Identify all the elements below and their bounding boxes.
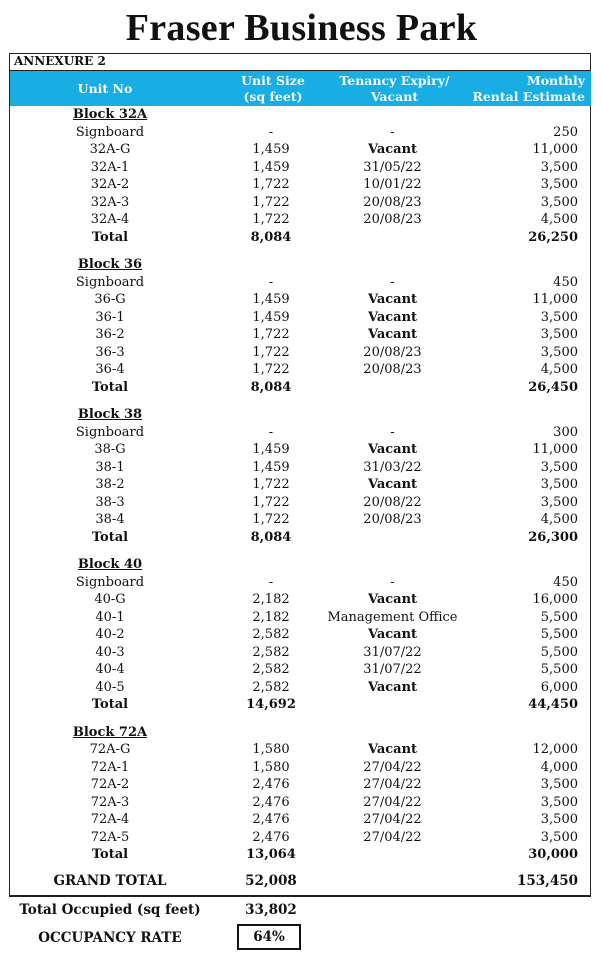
unit-size: 1,459	[252, 292, 290, 307]
rental-estimate: 5,500	[540, 609, 578, 625]
header-unit-size-line2: (sq feet)	[243, 89, 303, 104]
block-title-row	[10, 256, 591, 274]
tenancy-expiry: 31/07/22	[363, 644, 422, 660]
tenancy-expiry: 20/08/23	[363, 212, 422, 227]
total-rent: 26,250	[528, 229, 578, 245]
rental-estimate: 6,000	[540, 679, 578, 695]
rental-estimate: 5,500	[540, 662, 578, 677]
block-spacer	[10, 714, 591, 724]
unit-no: 32A-1	[90, 159, 130, 175]
rental-estimate: 3,500	[540, 794, 578, 810]
header-expiry-line1: Tenancy Expiry/	[339, 73, 450, 88]
tenancy-expiry: Vacant	[367, 679, 418, 695]
tenancy-expiry: Vacant	[367, 627, 418, 642]
unit-size: 1,459	[252, 142, 290, 157]
grand-total-row	[10, 871, 591, 891]
table-row	[10, 759, 591, 777]
table-row	[10, 476, 591, 494]
unit-size: 2,582	[252, 644, 290, 660]
total-size: 8,084	[250, 529, 292, 545]
unit-size: 1,459	[252, 309, 290, 325]
rental-estimate: 3,500	[540, 309, 578, 325]
table-row	[10, 291, 591, 309]
unit-no: 40-3	[95, 644, 125, 660]
rental-estimate: 3,500	[540, 777, 578, 792]
block-spacer	[10, 246, 591, 256]
table-row	[10, 141, 591, 159]
grand-total-size: 52,008	[245, 873, 297, 889]
unit-no: 38-3	[95, 494, 125, 510]
rental-estimate: 450	[553, 274, 578, 290]
total-size: 14,692	[246, 697, 296, 712]
unit-no: 38-4	[95, 512, 125, 527]
rental-estimate: 3,500	[540, 159, 578, 175]
unit-no: 36-2	[95, 327, 125, 342]
block-total-row	[10, 846, 591, 864]
unit-size: 2,582	[252, 679, 290, 695]
tenancy-expiry: 31/03/22	[363, 459, 422, 475]
rental-estimate: 3,500	[540, 344, 578, 360]
unit-no: 72A-2	[90, 777, 130, 792]
block-title: Block 72A	[72, 724, 148, 740]
annexure-label: ANNEXURE 2	[14, 54, 106, 68]
block-total-row	[10, 229, 591, 247]
unit-no: 40-G	[94, 592, 126, 607]
tenancy-expiry: 27/04/22	[363, 759, 422, 775]
table-row	[10, 159, 591, 177]
unit-no: 38-2	[95, 477, 125, 492]
block-title: Block 36	[77, 257, 143, 272]
rental-estimate: 300	[553, 424, 578, 440]
header-unit-size-line1: Unit Size	[241, 73, 305, 88]
table-row	[10, 211, 591, 229]
table-row	[10, 794, 591, 812]
unit-size: 2,182	[252, 592, 290, 607]
occupancy-rate-value: 64%	[237, 924, 301, 950]
tenancy-expiry: 31/07/22	[363, 662, 422, 677]
unit-no: 38-G	[94, 442, 126, 457]
tenancy-expiry: 27/04/22	[363, 794, 422, 810]
rental-estimate: 4,500	[540, 362, 578, 377]
block-total-row	[10, 379, 591, 397]
unit-no: 40-4	[95, 662, 125, 677]
unit-size: 2,182	[252, 609, 290, 625]
header-tenancy-expiry	[322, 73, 467, 105]
block-spacer	[10, 546, 591, 556]
tenancy-expiry: 20/08/23	[363, 344, 422, 360]
unit-size: 2,476	[252, 777, 290, 792]
unit-size: 1,722	[252, 512, 290, 527]
occupied-value: 33,802	[245, 902, 297, 918]
table-body	[10, 106, 591, 864]
table-row	[10, 494, 591, 512]
divider	[10, 895, 591, 896]
table-row	[10, 609, 591, 627]
unit-no: 32A-G	[89, 142, 131, 157]
table-row	[10, 441, 591, 459]
total-label: Total	[91, 379, 129, 395]
tenancy-expiry: 27/04/22	[363, 812, 422, 827]
table-row	[10, 661, 591, 679]
tenancy-expiry: 31/05/22	[363, 159, 422, 175]
tenancy-expiry: 27/04/22	[363, 777, 422, 792]
unit-size: -	[268, 574, 274, 590]
unit-no: 72A-1	[90, 759, 130, 775]
table-row	[10, 626, 591, 644]
table-row	[10, 811, 591, 829]
tenancy-expiry: -	[390, 274, 395, 290]
unit-size: 1,722	[252, 344, 290, 360]
rental-estimate: 3,500	[540, 194, 578, 210]
block-title: Block 32A	[72, 107, 148, 122]
rental-estimate: 3,500	[540, 812, 578, 827]
table-row	[10, 124, 591, 142]
table-row	[10, 776, 591, 794]
block-title: Block 38	[77, 407, 143, 422]
unit-size: 1,459	[252, 459, 290, 475]
rental-estimate: 11,000	[532, 442, 578, 457]
rental-estimate: 450	[553, 574, 578, 590]
tenancy-expiry: 20/08/22	[363, 494, 422, 510]
unit-size: 2,582	[252, 662, 290, 677]
unit-no: Signboard	[75, 274, 145, 290]
unit-no: 40-1	[95, 609, 125, 625]
table-row	[10, 361, 591, 379]
unit-no: 72A-4	[90, 812, 130, 827]
rental-estimate: 11,000	[532, 142, 578, 157]
total-rent: 26,450	[528, 379, 578, 395]
unit-size: 1,722	[252, 477, 290, 492]
page-title: Fraser Business Park	[125, 7, 478, 49]
tenancy-expiry: 20/08/23	[363, 512, 422, 527]
tenancy-expiry: Vacant	[367, 292, 418, 307]
unit-no: 36-3	[95, 344, 125, 360]
block-title-row	[10, 406, 591, 424]
block-spacer	[10, 396, 591, 406]
unit-no: 72A-G	[89, 742, 131, 757]
unit-size: 2,476	[252, 829, 290, 845]
unit-no: 32A-3	[90, 194, 130, 210]
unit-no: 40-2	[95, 627, 125, 642]
table-row	[10, 644, 591, 662]
table-row	[10, 679, 591, 697]
block-title: Block 40	[77, 557, 143, 572]
header-unit-no: Unit No	[77, 81, 133, 96]
table-row	[10, 344, 591, 362]
tenancy-expiry: Vacant	[367, 327, 418, 342]
block-title-row	[10, 106, 591, 124]
table-row	[10, 424, 591, 442]
unit-no: 72A-5	[90, 829, 130, 845]
table-row	[10, 309, 591, 327]
rental-estimate: 3,500	[540, 459, 578, 475]
unit-no: Signboard	[75, 424, 145, 440]
unit-size: 1,459	[252, 159, 290, 175]
header-unit-size	[233, 73, 313, 105]
unit-size: 2,476	[252, 812, 290, 827]
tenancy-expiry: Vacant	[367, 442, 418, 457]
unit-size: 1,722	[252, 212, 290, 227]
unit-size: -	[268, 124, 274, 140]
tenancy-expiry: Vacant	[367, 592, 418, 607]
table-row	[10, 511, 591, 529]
unit-no: Signboard	[75, 574, 145, 590]
table-row	[10, 274, 591, 292]
block-total-row	[10, 529, 591, 547]
tenancy-expiry: Vacant	[367, 477, 418, 492]
tenancy-expiry: Management Office	[327, 609, 458, 625]
total-rent: 44,450	[528, 697, 578, 712]
table-row	[10, 829, 591, 847]
total-size: 8,084	[250, 229, 292, 245]
rental-estimate: 4,500	[540, 512, 578, 527]
tenancy-expiry: 27/04/22	[363, 829, 422, 845]
tenancy-expiry: -	[390, 124, 395, 140]
total-label: Total	[91, 697, 129, 712]
table-row	[10, 459, 591, 477]
unit-no: 72A-3	[90, 794, 130, 810]
rental-estimate: 16,000	[532, 592, 578, 607]
tenancy-expiry: 20/08/23	[363, 362, 422, 377]
rental-estimate: 3,500	[540, 477, 578, 492]
rental-estimate: 3,500	[540, 327, 578, 342]
block-total-row	[10, 696, 591, 714]
unit-size: 2,476	[252, 794, 290, 810]
tenancy-expiry: Vacant	[367, 142, 418, 157]
unit-no: 38-1	[95, 459, 125, 475]
occupancy-rate-label: OCCUPANCY RATE	[38, 930, 182, 946]
unit-no: 32A-2	[90, 177, 130, 192]
block-title-row	[10, 724, 591, 742]
unit-no: Signboard	[75, 124, 145, 140]
unit-no: 36-G	[94, 292, 126, 307]
total-rent: 30,000	[528, 847, 578, 862]
rental-estimate: 4,500	[540, 212, 578, 227]
rental-estimate: 5,500	[540, 644, 578, 660]
total-rent: 26,300	[528, 529, 578, 545]
rental-estimate: 3,500	[540, 829, 578, 845]
total-label: Total	[91, 229, 129, 245]
unit-no: 40-5	[95, 679, 125, 695]
occupied-row	[10, 900, 591, 920]
unit-size: 1,722	[252, 177, 290, 192]
unit-size: -	[268, 424, 274, 440]
tenancy-expiry: Vacant	[367, 309, 418, 325]
header-rent-line1: Monthly	[526, 73, 585, 88]
header-rent-line2: Rental Estimate	[472, 89, 585, 104]
rental-estimate: 4,000	[540, 759, 578, 775]
total-label: Total	[91, 847, 129, 862]
tenancy-expiry: 20/08/23	[363, 194, 422, 210]
block-title-row	[10, 556, 591, 574]
rental-estimate: 3,500	[540, 177, 578, 192]
table-header	[10, 71, 591, 106]
unit-no: 36-1	[95, 309, 125, 325]
rental-estimate: 3,500	[540, 494, 578, 510]
unit-size: 1,580	[252, 759, 290, 775]
rental-estimate: 5,500	[540, 627, 578, 642]
unit-size: 2,582	[252, 627, 290, 642]
unit-no: 32A-4	[90, 212, 130, 227]
rental-estimate: 250	[553, 124, 578, 140]
table-row	[10, 326, 591, 344]
table-row	[10, 741, 591, 759]
tenancy-expiry: 10/01/22	[363, 177, 422, 192]
header-rental-estimate	[472, 73, 585, 105]
tenancy-expiry: -	[390, 424, 395, 440]
rental-estimate: 12,000	[532, 742, 578, 757]
unit-size: 1,722	[252, 494, 290, 510]
unit-size: 1,722	[252, 327, 290, 342]
unit-size: 1,722	[252, 194, 290, 210]
occupied-label: Total Occupied (sq feet)	[19, 902, 201, 918]
table-row	[10, 194, 591, 212]
total-size: 8,084	[250, 379, 292, 395]
unit-size: 1,722	[252, 362, 290, 377]
unit-size: -	[268, 274, 274, 290]
unit-size: 1,580	[252, 742, 290, 757]
total-label: Total	[91, 529, 129, 545]
grand-total-rent: 153,450	[516, 873, 578, 889]
table-row	[10, 176, 591, 194]
unit-size: 1,459	[252, 442, 290, 457]
rental-estimate: 11,000	[532, 292, 578, 307]
total-size: 13,064	[246, 847, 296, 862]
tenancy-expiry: Vacant	[367, 742, 418, 757]
tenancy-expiry: -	[390, 574, 395, 590]
unit-no: 36-4	[95, 362, 125, 377]
grand-total-label: GRAND TOTAL	[53, 873, 167, 889]
header-expiry-line2: Vacant	[370, 89, 419, 104]
table-row	[10, 574, 591, 592]
table-row	[10, 591, 591, 609]
